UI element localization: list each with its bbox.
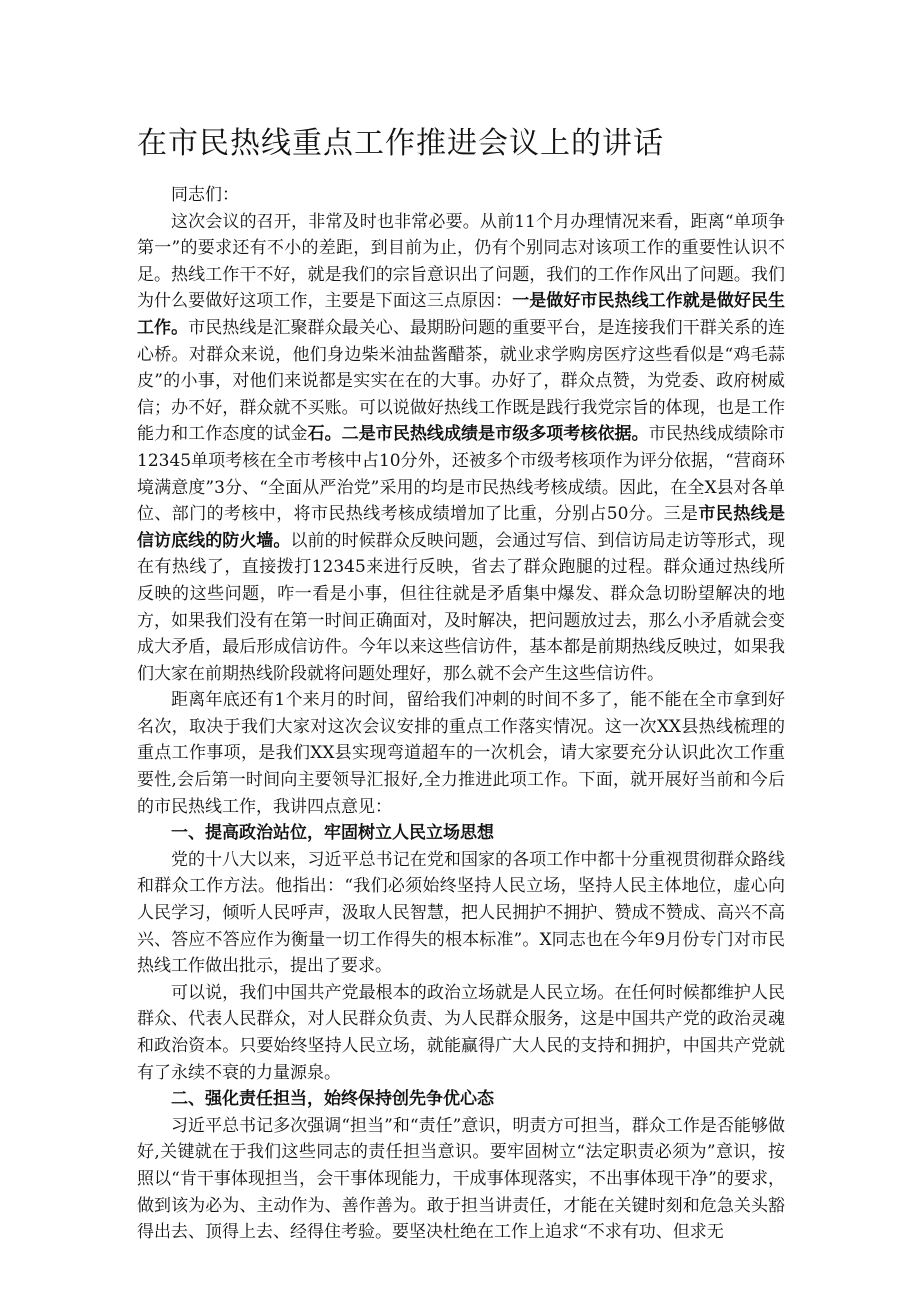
paragraph-1-text-2: 市民热线是汇聚群众最关心、最期盼问题的重要平台，是连接我们干群关系的连心桥。对群众来说，他们身边柴米油盐酱醋茶，就业求学购房医疗这些看似是“鸡毛蒜皮”的小事，对他们来说都是实实在在的大事。办好了，群众点赞，为党委、政府树威信；办不好，群众就不买账。可以说做好热线工作既是践行我党宗旨的体现，也是工作能力和工作态度的试金 — [137, 317, 786, 445]
section-heading-2: 二、强化责任担当，始终保持创先争优心态 — [171, 1089, 494, 1110]
document-title: 在市民热线重点工作推进会议上的讲话 — [137, 126, 664, 161]
paragraph-5: 习近平总书记多次强调“担当”和“责任”意识，明责方可担当，群众工作是否能够做好,关键就在于我们这些同志的责任担当意识。要牢固树立“法定职责必须为”意识，按照以“肯干事体现担当，会干事体现能力，干成事体现落实，不出事体现干净”的要求，做到该为必为、主动作为、善作善为。敢于担当讲责任，才能在关键时刻和危急关头豁得出去、顶得上去、经得住考验。要坚决杜绝在工作上追求“不求有功、但求无 — [137, 1115, 785, 1243]
paragraph-1-bold-1: 一是做好市民热线工作就是做好民生工作。 — [137, 291, 786, 338]
section-heading-1: 一、提高政治站位，牢固树立人民立场思想 — [171, 823, 494, 844]
paragraph-4: 可以说，我们中国共产党最根本的政治立场就是人民立场。在任何时候都维护人民群众、代表人民群众，对人民群众负责、为人民群众服务，这是中国共产党的政治灵魂和政治资本。只要始终坚持人民立场，就能赢得广大人民的支持和拥护，中国共产党就有了永续不衰的力量源泉。 — [137, 982, 785, 1083]
paragraph-1-text-4: 以前的时候群众反映问题，会通过写信、到信访局走访等形式，现在有热线了，直接拨打12345来进行反映，省去了群众跑腿的过程。群众通过热线所反映的这些问题，咋一看是小事，但往往就是矛盾集中爆发、群众急切盼望解决的地方，如果我们没有在第一时间正确面对，及时解决，把问题放过去，那么小矛盾就会变成大矛盾，最后形成信访件。今年以来这些信访件，基本都是前期热线反映过，如果我们大家在前期热线阶段就将问题处理好，那么就不会产生这些信访件。 — [137, 530, 786, 684]
paragraph-1-bold-2: 石。二是市民热线成绩是市级多项考核依据。 — [307, 424, 649, 445]
document-body — [137, 182, 785, 1246]
paragraph-3: 党的十八大以来，习近平总书记在党和国家的各项工作中都十分重视贯彻群众路线和群众工作方法。他指出：“我们必须始终坚持人民立场，坚持人民主体地位，虚心向人民学习，倾听人民呼声，汲取人民智慧，把人民拥护不拥护、赞成不赞成、高兴不高兴、答应不答应作为衡量一切工作得失的根本标准”。X同志也在今年9月份专门对市民热线工作做出批示，提出了要求。 — [137, 849, 785, 977]
paragraph-1-text-3: 市民热线成绩除市12345单项考核在全市考核中占10分外，还被多个市级考核项作为评分依据，“营商环境满意度”3分、“全面从严治党”采用的均是市民热线考核成绩。因此，在全X县对各单位、部门的考核中，将市民热线考核成绩增加了比重，分别占50分。三是 — [137, 424, 786, 525]
paragraph-1-text-1: 这次会议的召开，非常及时也非常必要。从前11个月办理情况来看，距离“单项争第一”的要求还有不小的差距，到目前为止，仍有个别同志对该项工作的重要性认识不足。热线工作干不好，就是我们的宗旨意识出了问题，我们的工作作风出了问题。我们为什么要做好这项工作，主要是下面这三点原因： — [137, 211, 785, 312]
salutation: 同志们： — [171, 185, 239, 205]
paragraph-2: 距离年底还有1个来月的时间，留给我们冲刺的时间不多了，能不能在全市拿到好名次，取决于我们大家对这次会议安排的重点工作落实情况。这一次XX县热线梳理的重点工作事项，是我们XX县实现弯道超车的一次机会，请大家要充分认识此次工作重要性,会后第一时间向主要领导汇报好,全力推进此项工作。下面，就开展好当前和今后的市民热线工作，我讲四点意见： — [137, 690, 785, 817]
paragraph-1 — [137, 209, 785, 688]
paragraph-1-bold-3: 市民热线是信访底线的防火墙。 — [137, 504, 786, 551]
